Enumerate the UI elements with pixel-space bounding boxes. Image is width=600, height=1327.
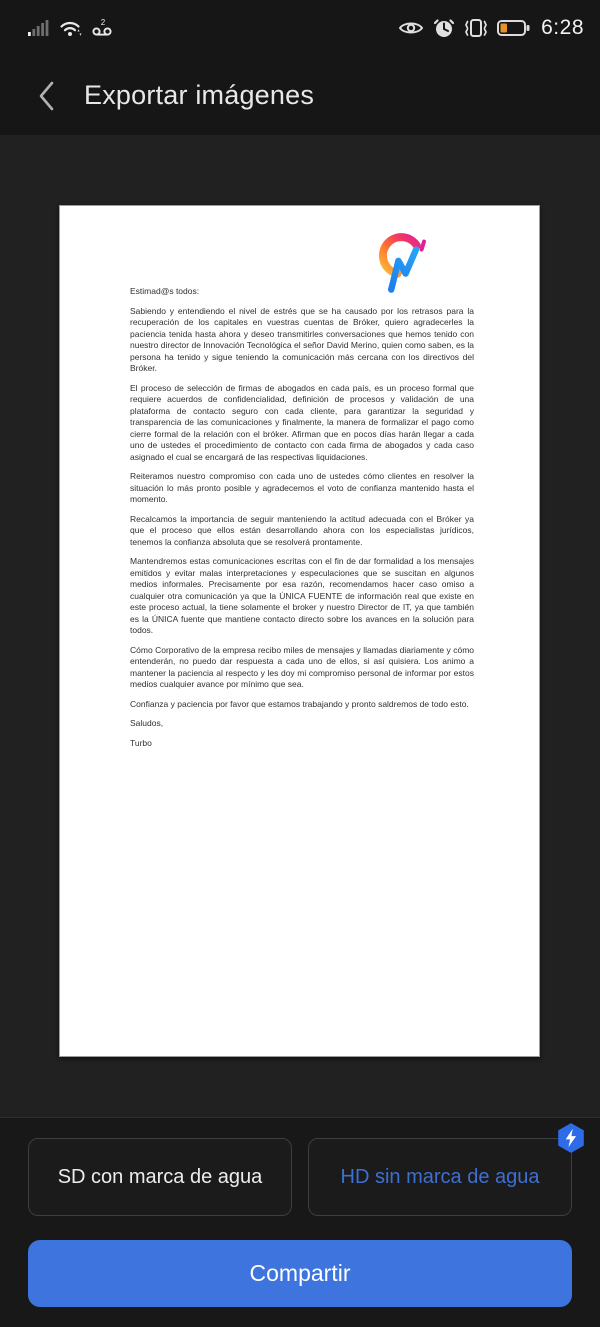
status-time: 6:28 <box>541 16 584 39</box>
document-page[interactable] <box>59 205 540 1057</box>
share-button-label: Compartir <box>249 1260 351 1286</box>
letter-paragraph: Reiteramos nuestro compromiso con cada uno de ustedes cómo clientes en resolver la situación lo más pronto posible y agradecemos el voto de confianza mantenido hasta el momento. <box>130 471 474 504</box>
svg-text:2: 2 <box>100 18 106 27</box>
header <box>0 56 600 135</box>
status-bar <box>0 0 600 56</box>
letter-salutation: Estimad@s todos: <box>130 286 200 296</box>
hd-no-watermark-label: HD sin marca de agua <box>340 1165 540 1188</box>
signal-strength-icon <box>28 19 50 37</box>
letter-closing: Saludos, <box>130 718 164 728</box>
sd-watermark-button[interactable] <box>28 1138 292 1216</box>
sd-watermark-label: SD con marca de agua <box>57 1165 263 1188</box>
letter-paragraph: Confianza y paciencia por favor que estamos trabajando y pronto saldremos de todo esto. <box>130 698 469 709</box>
vibrate-icon <box>464 18 488 38</box>
letter-paragraph: El proceso de selección de firmas de abogados en cada país, es un proceso formal que requiere acuerdos de confidencialidad, definición de procesos y validación de una plataforma de contacto seguro con cada cliente, para garantizar la seguridad y transparencia de las comunicaciones y finalmente, la manera de formalizar el pago como cierre formal de la relación con el bróker. Afirman que en pocos días harán llegar a cada uno de ustedes el procedimiento de contacto con cada firma de abogados y cada caso asignado el cual se encargará de las respectivas liquidaciones. <box>130 382 474 462</box>
wifi-icon <box>59 19 83 38</box>
alarm-icon <box>433 17 455 39</box>
letter-signature: Turbo <box>130 737 152 748</box>
hd-no-watermark-button[interactable] <box>308 1138 572 1216</box>
back-button[interactable] <box>20 69 74 123</box>
voicemail-sim2-icon <box>92 18 114 38</box>
status-bar-right <box>398 16 584 40</box>
status-bar-left <box>28 18 114 38</box>
document-preview-area <box>0 135 600 1117</box>
lightning-bolt-icon <box>556 1122 586 1154</box>
chevron-left-icon <box>35 78 59 114</box>
letter-paragraph: Cómo Corporativo de la empresa recibo miles de mensajes y llamadas diariamente y cómo entenderán, no puedo dar respuesta a cada uno de ellos, si así quisiera. Los animo a mantener la paciencia al respecto y les doy mi compromiso personal de informar por estos medios cualquier avance por mínimo que sea. <box>130 644 474 689</box>
eye-comfort-icon <box>398 19 424 37</box>
page-title: Exportar imágenes <box>84 80 315 110</box>
letter-paragraph: Mantendremos estas comunicaciones escritas con el fin de dar formalidad a los mensajes emitidos y evitar malas interpretaciones y especulaciones que se suscitan en algunos medios informales. Precisamente por esa razón, recomendamos hacer caso omiso a cualquier otra comunicación ya que la ÚNICA FUENTE de información real que existe en este proceso actual, la tiene solamente el broker y nuestro Director de IT, ya que también es la ÚNICA fuente que mantiene contacto directo sobre los avances en la solución para todos. <box>130 556 474 635</box>
share-button[interactable] <box>28 1240 572 1307</box>
letter-text <box>130 286 474 757</box>
battery-low-icon <box>497 18 530 38</box>
letter-paragraph: Sabiendo y entendiendo el nivel de estrés que se ha causado por los retrasos para la recuperación de los capitales en vuestras cuentas de Bróker, quiero agradecerles la paciencia tenida hasta ahora y deseo transmitirles conversaciones que hemos tenido con nuestro director de Innovación Tecnológica el señor David Merino, quien como saben, es la persona ha tenido y sigue teniendo la comunicación más cercana con los directivos del Bróker. <box>130 305 474 373</box>
letter-paragraph: Recalcamos la importancia de seguir manteniendo la actitud adecuada con el Bróker ya que el proceso que ellos están desarrollando ahora con los especialistas jurídicos, tenemos la confianza absoluta que se resolverá prontamente. <box>130 513 474 547</box>
